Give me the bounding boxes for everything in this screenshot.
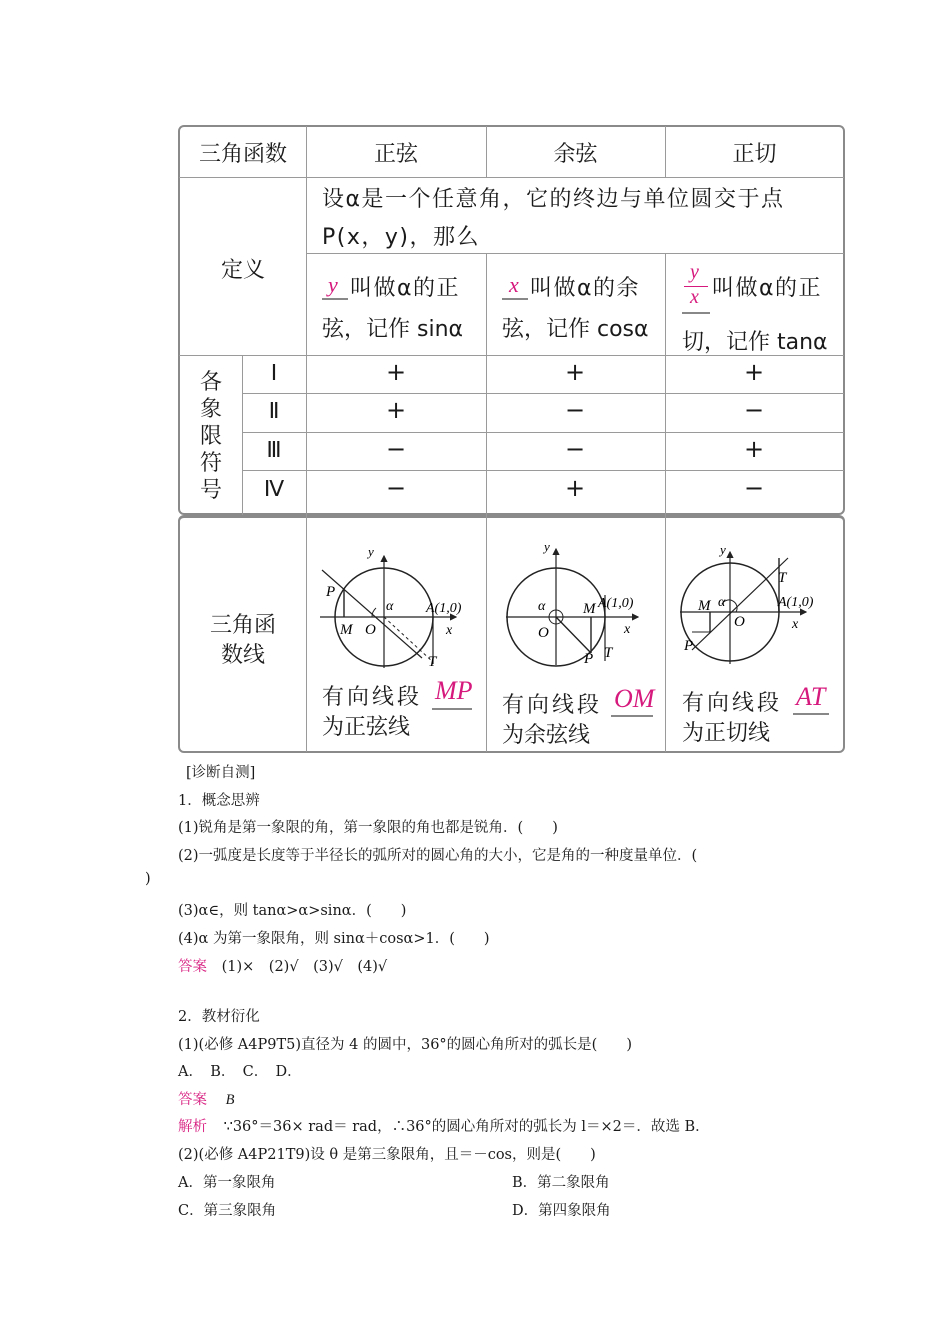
diag-sin-T: T bbox=[428, 654, 437, 670]
q1-title: 1．概念思辨 bbox=[178, 793, 260, 809]
diag-sin-A: A(1,0) bbox=[426, 601, 462, 616]
cos-def-text2: 弦，记作 cosα bbox=[502, 317, 649, 342]
sine-line-diagram bbox=[310, 540, 482, 678]
diag-cos-alpha: α bbox=[538, 599, 546, 614]
tan-def-text1: 叫做α的正 bbox=[712, 276, 823, 301]
q2-2-option-a: A．第一象限角 bbox=[178, 1175, 276, 1191]
diag-cos-P: P bbox=[584, 651, 594, 667]
q2-2-option-b: B．第二象限角 bbox=[512, 1175, 610, 1191]
q1-answer bbox=[178, 955, 387, 976]
q2-2-option-c: C．第三象限角 bbox=[178, 1203, 277, 1219]
q1-item-1: (1)锐角是第一象限的角，第一象限的角也都是锐角．( ) bbox=[178, 820, 558, 836]
tan-blank-numerator: y bbox=[690, 261, 699, 283]
q2-1-options: A． B． C． D． bbox=[178, 1064, 302, 1080]
diag-tan-T: T bbox=[778, 570, 787, 586]
diag-sin-O: O bbox=[365, 622, 376, 638]
diag-tan-A: A(1,0) bbox=[778, 595, 814, 610]
diag-cos-x: x bbox=[624, 622, 631, 637]
cos-blank: x bbox=[509, 272, 519, 297]
q2-1: (1)(必修 A4P9T5)直径为 4 的圆中，36°的圆心角所对的弧长是( ) bbox=[178, 1037, 632, 1053]
diag-tan-x: x bbox=[792, 617, 799, 632]
diag-tan-P: P bbox=[684, 638, 694, 654]
definition-intro-line2: P(x，y)，那么 bbox=[322, 225, 480, 250]
tan-blank-denominator: x bbox=[690, 286, 699, 308]
tan-def-text2: 切，记作 tanα bbox=[682, 330, 828, 355]
q2-1-analysis-text: ∵36°＝36× rad＝ rad，∴36°的圆心角所对的弧长为 l＝×2＝．故选 B． bbox=[223, 1119, 710, 1135]
cosine-line-diagram bbox=[490, 535, 662, 673]
diag-sin-M: M bbox=[340, 622, 353, 638]
diag-cos-A: A(1,0) bbox=[598, 596, 634, 611]
header-cos: 余弦 bbox=[553, 142, 598, 167]
diag-cos-T: T bbox=[604, 645, 613, 661]
tangent-line-diagram bbox=[670, 538, 842, 676]
q1-answer-label: 答案 bbox=[178, 959, 207, 975]
diag-tan-O: O bbox=[734, 614, 745, 630]
diag-tan-alpha: α bbox=[718, 595, 726, 610]
diag-tan-y: y bbox=[720, 542, 726, 557]
q2-1-answer bbox=[178, 1088, 234, 1109]
q1-item-2-wrap: ) bbox=[145, 871, 151, 887]
sin-def-text2: 弦，记作 sinα bbox=[322, 317, 464, 342]
header-tan: 正切 bbox=[732, 142, 777, 167]
q1-answer-text: (1)× (2)√ (3)√ (4)√ bbox=[221, 959, 388, 975]
diag-cos-M: M bbox=[583, 601, 596, 617]
diag-sin-x: x bbox=[446, 623, 453, 638]
q1-item-4: (4)α 为第一象限角，则 sinα＋cosα>1．( ) bbox=[178, 931, 490, 947]
diag-tan-M: M bbox=[698, 598, 711, 614]
sin-def-text1: 叫做α的正 bbox=[350, 276, 461, 301]
section-heading: [诊断自测] bbox=[186, 765, 256, 781]
q1-item-2: (2)一弧度是长度等于半径长的弧所对的圆心角的大小，它是角的一种度量单位．( bbox=[178, 848, 698, 864]
q2-1-answer-text: B bbox=[225, 1092, 235, 1108]
q2-2: (2)(必修 A4P21T9)设 θ 是第三象限角，且＝－cos，则是( ) bbox=[178, 1147, 596, 1163]
function-lines-label-2: 数线 bbox=[220, 643, 265, 668]
header-function: 三角函数 bbox=[198, 142, 287, 167]
sin-blank: y bbox=[328, 272, 338, 297]
definition-label: 定义 bbox=[220, 258, 265, 283]
diag-sin-P: P bbox=[326, 584, 336, 600]
cos-def-text1: 叫做α的余 bbox=[530, 276, 641, 301]
q2-2-option-d: D．第四象限角 bbox=[512, 1203, 611, 1219]
diag-cos-y: y bbox=[544, 539, 550, 554]
diag-sin-y: y bbox=[368, 544, 374, 559]
diag-cos-O: O bbox=[538, 625, 549, 641]
q2-1-analysis bbox=[178, 1115, 710, 1136]
header-sin: 正弦 bbox=[373, 142, 418, 167]
q2-title: 2．教材衍化 bbox=[178, 1009, 260, 1025]
diag-sin-alpha: α bbox=[386, 599, 394, 614]
function-lines-label-1: 三角函 bbox=[209, 613, 276, 638]
q2-1-answer-label: 答案 bbox=[178, 1092, 207, 1108]
definition-intro-line1: 设α是一个任意角，它的终边与单位圆交于点 bbox=[322, 187, 785, 212]
q2-1-analysis-label: 解析 bbox=[178, 1119, 207, 1135]
q1-item-3: (3)α∈，则 tanα>α>sinα．( ) bbox=[178, 903, 407, 919]
